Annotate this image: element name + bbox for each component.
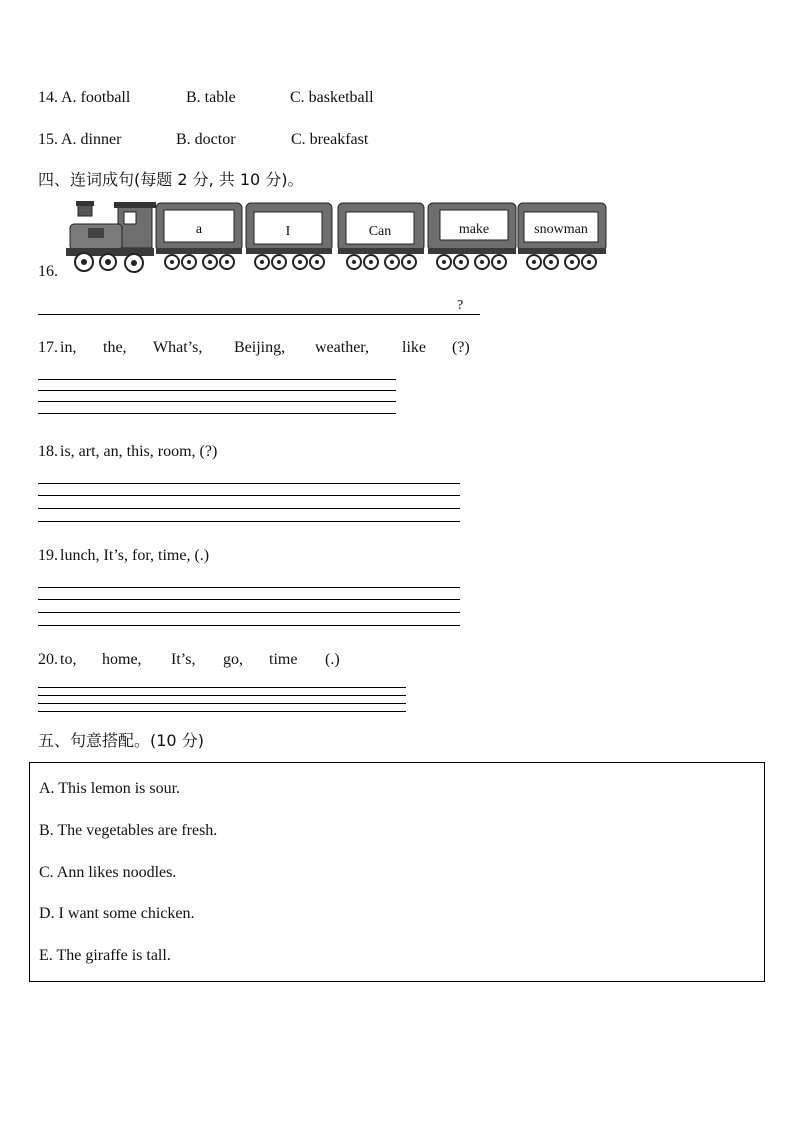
- q17-word: (?): [452, 339, 470, 356]
- q17-word: in,: [60, 339, 77, 356]
- sentence-d: D. I want some chicken.: [39, 905, 195, 922]
- q14-option-b: B. table: [186, 89, 236, 106]
- sentence-a: A. This lemon is sour.: [39, 780, 181, 797]
- sentence-box: [29, 762, 765, 982]
- q20-line-2[interactable]: [38, 695, 406, 696]
- q20-word: It’s,: [171, 651, 196, 668]
- train-word-2: I: [285, 224, 291, 239]
- q20-word: to,: [60, 651, 77, 668]
- sentence-b: B. The vegetables are fresh.: [39, 822, 218, 839]
- q20-word: home,: [102, 651, 142, 668]
- q17-number: 17.: [38, 339, 58, 356]
- section-4-title: 四、连词成句(每题 2 分, 共 10 分)。: [38, 170, 304, 189]
- section-5-title: 五、句意搭配。(10 分): [38, 731, 204, 750]
- q17-line-3[interactable]: [38, 401, 396, 402]
- q16-end-mark: ?: [457, 298, 464, 313]
- q20-line-1[interactable]: [38, 687, 406, 688]
- sentence-c: C. Ann likes noodles.: [39, 864, 177, 881]
- q17-word: What’s,: [153, 339, 203, 356]
- train-word-3: Can: [368, 224, 392, 239]
- q17-word: the,: [103, 339, 127, 356]
- q20-word: go,: [223, 651, 243, 668]
- q20-line-3[interactable]: [38, 703, 406, 704]
- q19-line-1[interactable]: [38, 587, 460, 588]
- q17-line-1[interactable]: [38, 379, 396, 380]
- train-illustration: [64, 198, 609, 276]
- q18-number: 18.: [38, 443, 58, 460]
- q17-line-2[interactable]: [38, 390, 396, 391]
- q18-line-3[interactable]: [38, 508, 460, 509]
- q20-number: 20.: [38, 651, 58, 668]
- train-word-1: a: [195, 222, 203, 237]
- q15-option-a: A. dinner: [61, 131, 122, 148]
- locomotive-icon: [66, 201, 156, 272]
- q20-word: (.): [325, 651, 340, 668]
- q17-word: like: [402, 339, 426, 356]
- sentence-e: E. The giraffe is tall.: [39, 947, 171, 964]
- train-word-5: snowman: [534, 222, 588, 237]
- q19-line-4[interactable]: [38, 625, 460, 626]
- q18-line-1[interactable]: [38, 483, 460, 484]
- q18-words: is, art, an, this, room, (?): [60, 443, 218, 460]
- q19-line-2[interactable]: [38, 599, 460, 600]
- question-16-number: 16.: [38, 263, 58, 280]
- q14-option-c: C. basketball: [290, 89, 374, 106]
- q17-line-4[interactable]: [38, 413, 396, 414]
- q17-word: Beijing,: [234, 339, 286, 356]
- q14-option-a: A. football: [61, 89, 131, 106]
- q19-number: 19.: [38, 547, 58, 564]
- train-word-4: make: [458, 222, 490, 237]
- q19-line-3[interactable]: [38, 612, 460, 613]
- question-15-number: 15.: [38, 131, 58, 148]
- q20-word: time: [269, 651, 298, 668]
- q18-line-4[interactable]: [38, 521, 460, 522]
- q17-word: weather,: [315, 339, 369, 356]
- q18-line-2[interactable]: [38, 495, 460, 496]
- q19-words: lunch, It’s, for, time, (.): [60, 547, 210, 564]
- question-14-number: 14.: [38, 89, 58, 106]
- q16-answer-line[interactable]: [38, 314, 480, 315]
- q15-option-b: B. doctor: [176, 131, 236, 148]
- q20-line-4[interactable]: [38, 711, 406, 712]
- q15-option-c: C. breakfast: [291, 131, 369, 148]
